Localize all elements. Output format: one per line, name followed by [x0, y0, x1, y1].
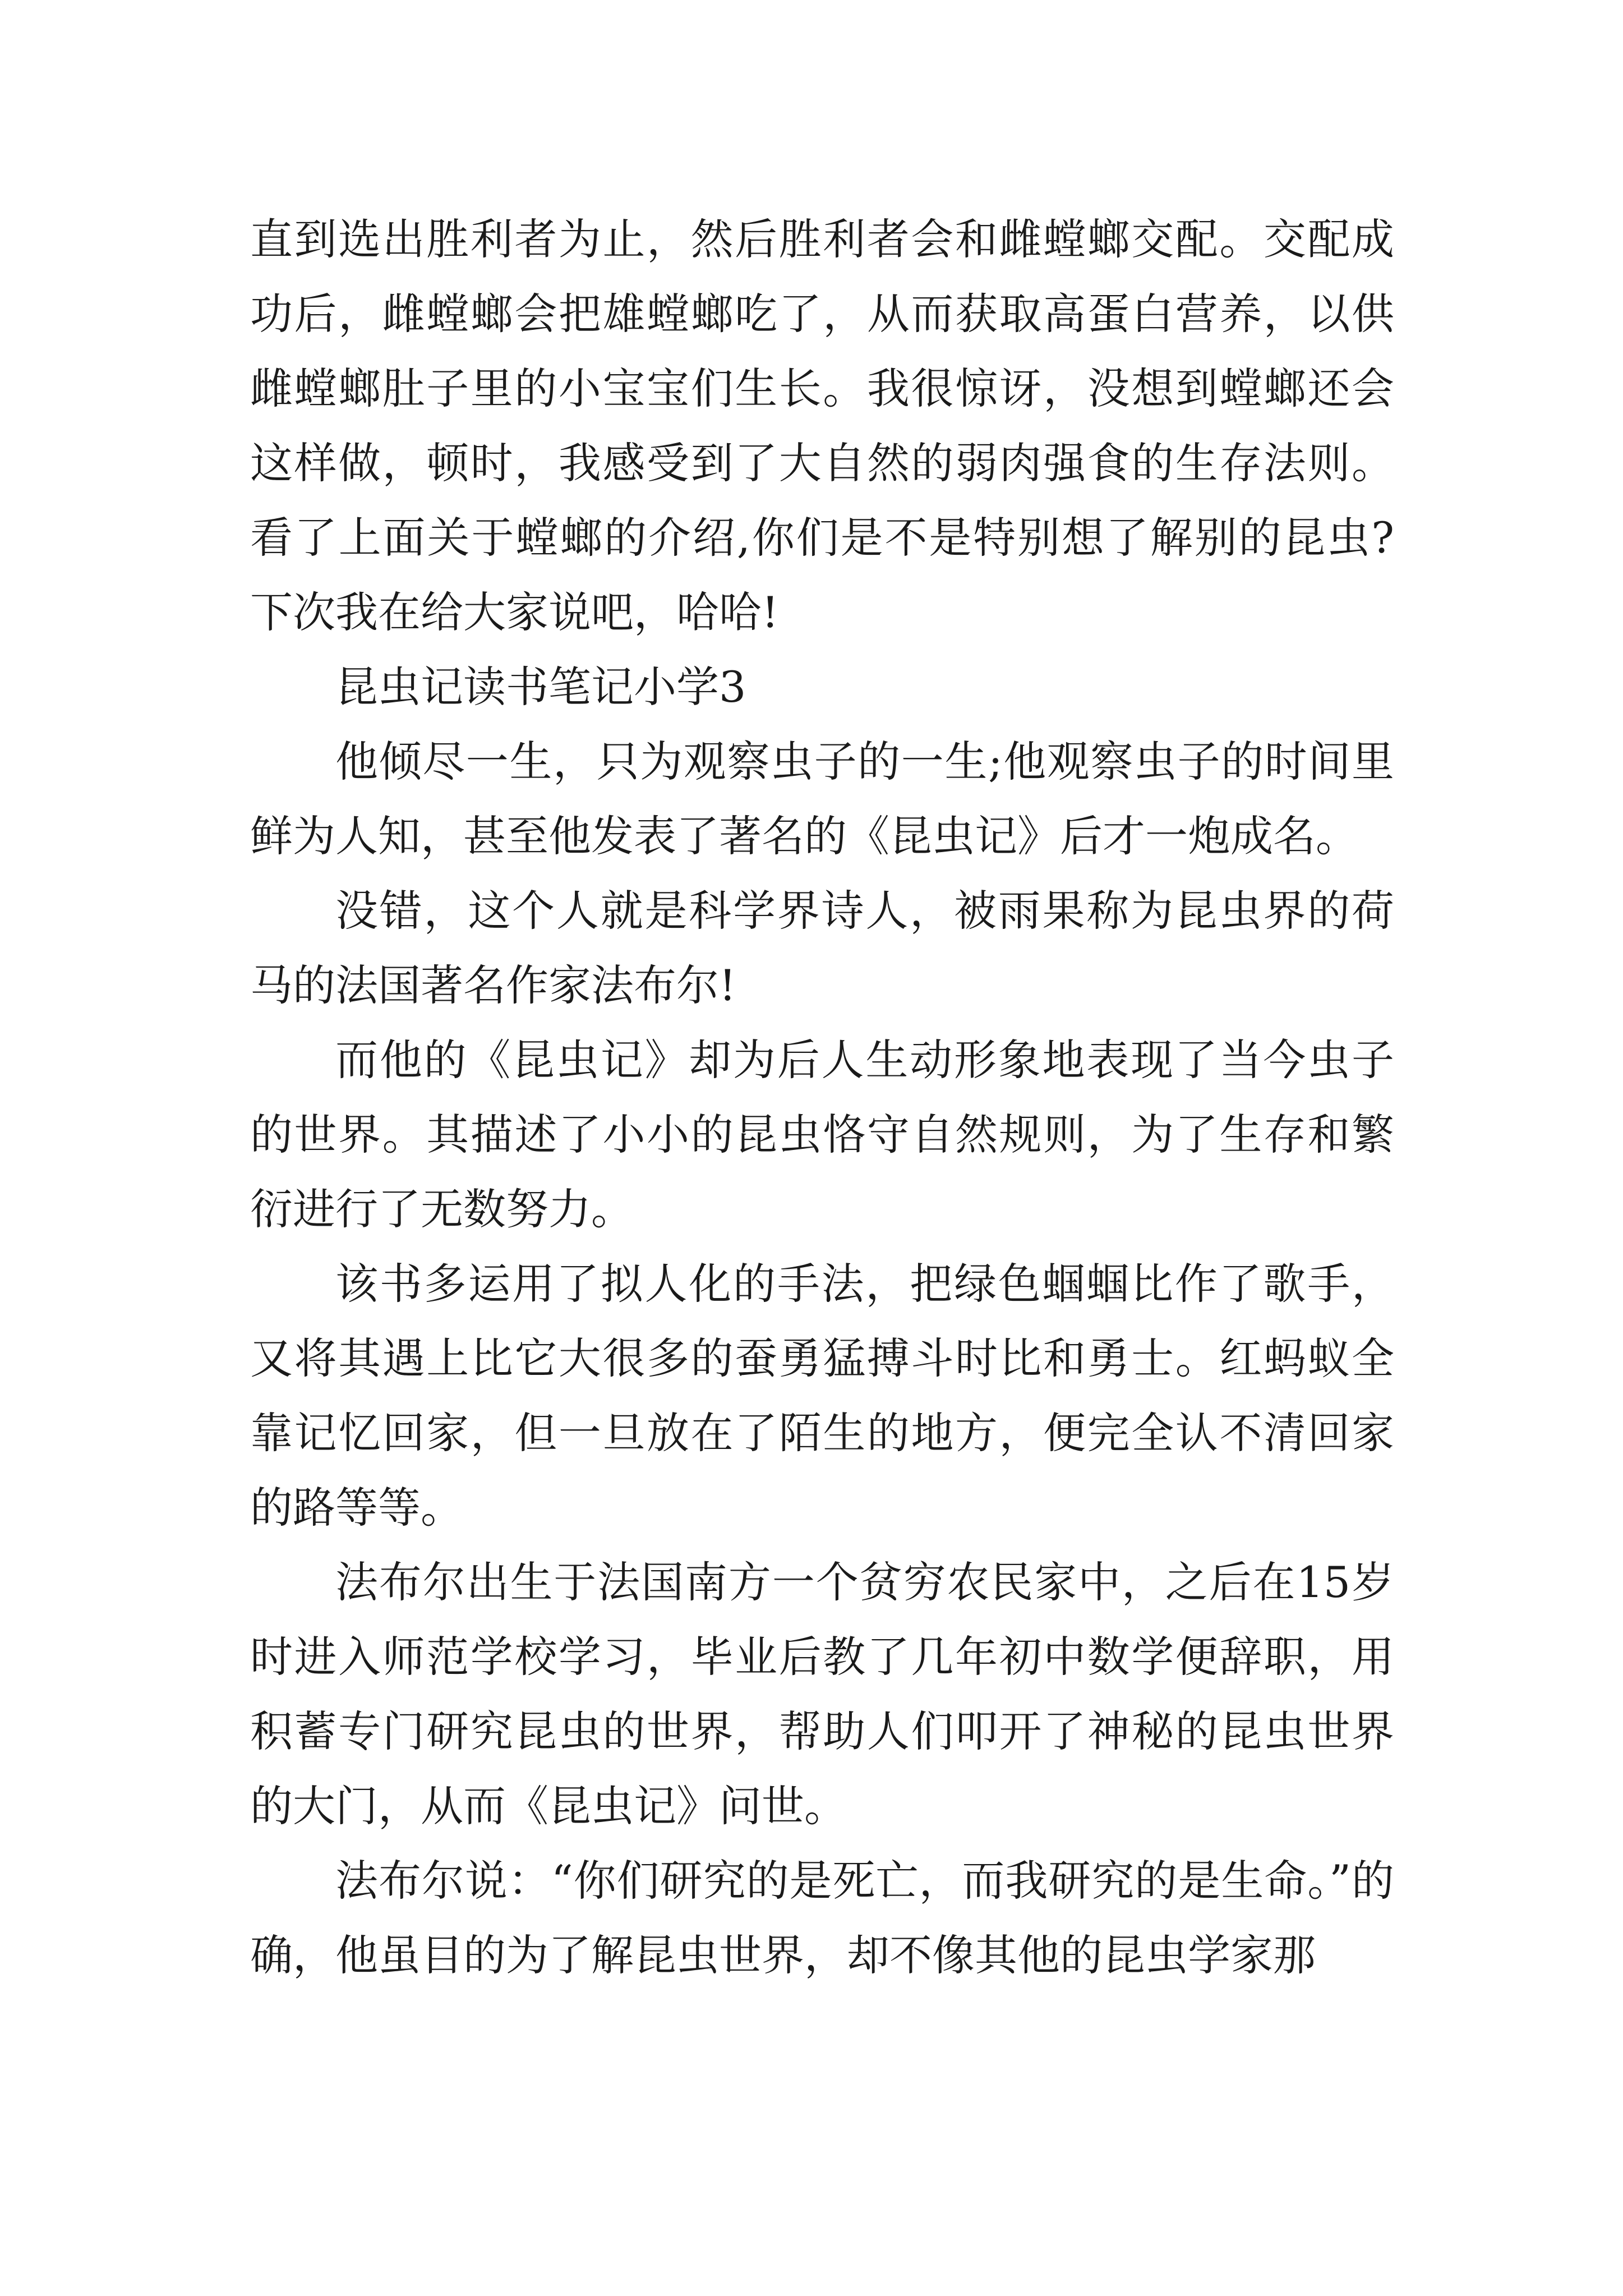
paragraph: 该书多运用了拟人化的手法，把绿色蝈蝈比作了歌手，又将其遇上比它大很多的蚕勇猛搏斗时比和勇士。红蚂蚁全靠记忆回家，但一旦放在了陌生的地方，便完全认不清回家的路等等。: [250, 1259, 1394, 1533]
section-heading: 昆虫记读书笔记小学3: [335, 662, 746, 712]
paragraph: 没错，这个人就是科学界诗人，被雨果称为昆虫界的荷马的法国著名作家法布尔!: [250, 886, 1394, 1010]
paragraph: 法布尔说：“你们研究的是死亡，而我研究的是生命。”的确，他虽目的为了解昆虫世界，却不像其他的昆虫学家那: [250, 1856, 1394, 1980]
paragraph: 而他的《昆虫记》却为后人生动形象地表现了当今虫子的世界。其描述了小小的昆虫恪守自然规则，为了生存和繁衍进行了无数努力。: [250, 1035, 1394, 1234]
paragraph-continuation: 直到选出胜利者为止，然后胜利者会和雌螳螂交配。交配成功后，雌螳螂会把雄螳螂吃了，从而获取高蛋白营养，以供雌螳螂肚子里的小宝宝们生长。我很惊讶，没想到螳螂还会这样做，顿时，我感受到了大自然的弱肉强食的生存法则。看了上面关于螳螂的介绍,你们是不是特别想了解别的昆虫?下次我在给大家说吧，哈哈!: [250, 214, 1394, 637]
paragraph: 他倾尽一生，只为观察虫子的一生;他观察虫子的时间里鲜为人知，甚至他发表了著名的《昆虫记》后才一炮成名。: [250, 737, 1394, 861]
document-page: [250, 202, 1394, 1993]
paragraph: 法布尔出生于法国南方一个贫穷农民家中，之后在15岁时进入师范学校学习，毕业后教了几年初中数学便辞职，用积蓄专门研究昆虫的世界，帮助人们叩开了神秘的昆虫世界的大门，从而《昆虫记》问世。: [250, 1557, 1394, 1831]
